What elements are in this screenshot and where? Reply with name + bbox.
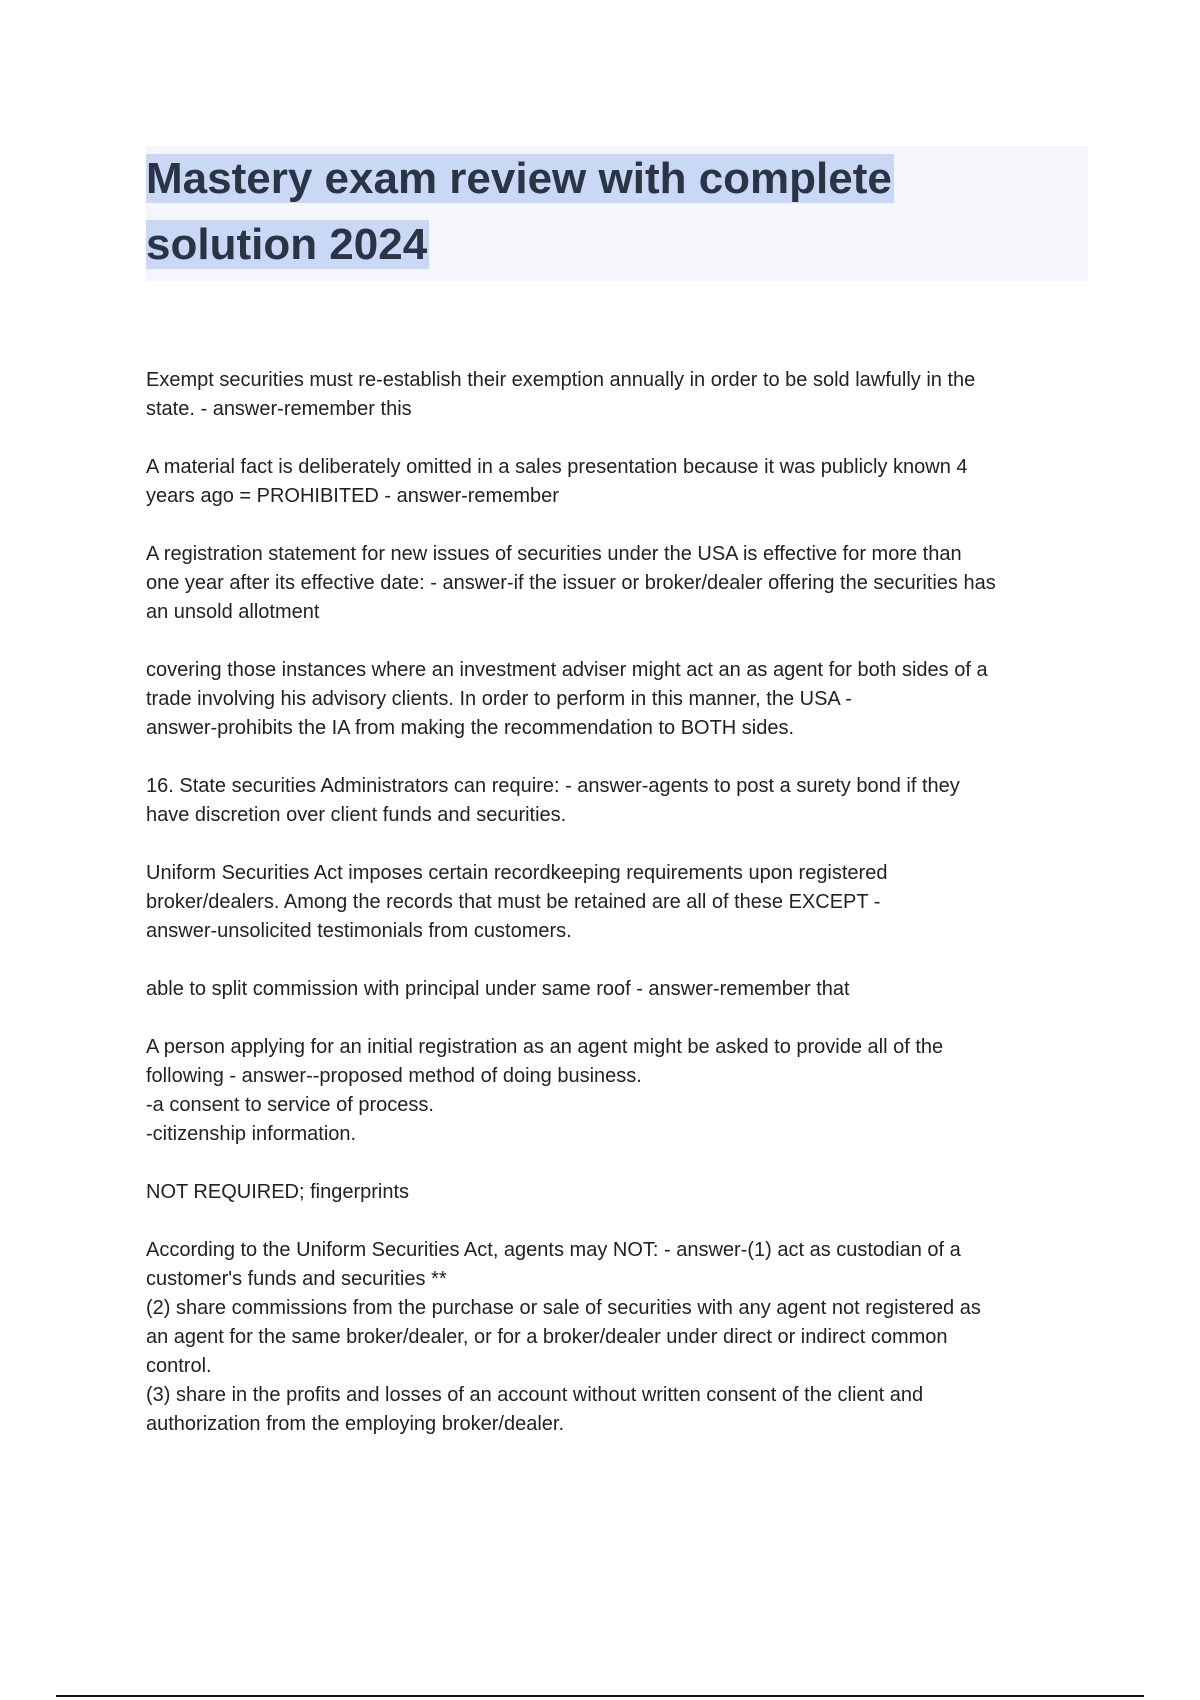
title-line-1: Mastery exam review with complete [146,154,892,203]
qa-paragraph [146,453,1096,511]
paragraph-line: trade involving his advisory clients. In order to perform in this manner, the USA - [146,688,852,710]
paragraph-line: have discretion over client funds and securities. [146,804,567,826]
qa-paragraph [146,859,1096,946]
paragraph-line: broker/dealers. Among the records that must be retained are all of these EXCEPT - [146,891,881,913]
paragraph-line: -a consent to service of process. [146,1094,434,1116]
paragraph-line: an unsold allotment [146,601,320,623]
paragraph-line: answer-prohibits the IA from making the recommendation to BOTH sides. [146,717,795,739]
paragraph-line: Uniform Securities Act imposes certain recordkeeping requirements upon registered [146,862,888,884]
paragraph-line: covering those instances where an investment adviser might act an as agent for both sides of a [146,659,988,681]
paragraph-line: -citizenship information. [146,1123,357,1145]
paragraph-line: Exempt securities must re-establish their exemption annually in order to be sold lawfully in the [146,369,976,391]
title-line-2: solution 2024 [146,220,428,269]
qa-paragraph [146,1236,1096,1439]
title-block [146,146,1088,281]
qa-paragraph [146,772,1096,830]
qa-paragraph [146,366,1096,424]
paragraph-line: A material fact is deliberately omitted in a sales presentation because it was publicly known 4 [146,456,968,478]
paragraph-line: According to the Uniform Securities Act, agents may NOT: - answer-(1) act as custodian of a [146,1239,961,1261]
paragraph-line: answer-unsolicited testimonials from customers. [146,920,572,942]
qa-paragraph [146,656,1096,743]
paragraph-line: (2) share commissions from the purchase or sale of securities with any agent not registered as [146,1297,981,1319]
paragraph-line: one year after its effective date: - answer-if the issuer or broker/dealer offering the securities has [146,572,996,594]
qa-paragraph [146,1033,1096,1149]
paragraph-line: A registration statement for new issues of securities under the USA is effective for more than [146,543,962,565]
paragraph-line: NOT REQUIRED; fingerprints [146,1181,410,1203]
paragraph-line: (3) share in the profits and losses of an account without written consent of the client and [146,1384,924,1406]
paragraph-line: following - answer--proposed method of doing business. [146,1065,642,1087]
qa-paragraph [146,540,1096,627]
page-title [146,146,1088,278]
qa-paragraph [146,975,1096,1004]
paragraph-line: an agent for the same broker/dealer, or for a broker/dealer under direct or indirect common [146,1326,948,1348]
paragraph-line: 16. State securities Administrators can require: - answer-agents to post a surety bond if they [146,775,960,797]
paragraph-line: customer's funds and securities ** [146,1268,447,1290]
paragraph-line: state. - answer-remember this [146,398,412,420]
paragraph-line: A person applying for an initial registration as an agent might be asked to provide all of the [146,1036,944,1058]
document-body [146,366,1096,1468]
qa-paragraph [146,1178,1096,1207]
paragraph-line: years ago = PROHIBITED - answer-remember [146,485,559,507]
paragraph-line: able to split commission with principal under same roof - answer-remember that [146,978,850,1000]
paragraph-line: control. [146,1355,212,1377]
footer-divider [56,1695,1144,1697]
paragraph-line: authorization from the employing broker/dealer. [146,1413,565,1435]
